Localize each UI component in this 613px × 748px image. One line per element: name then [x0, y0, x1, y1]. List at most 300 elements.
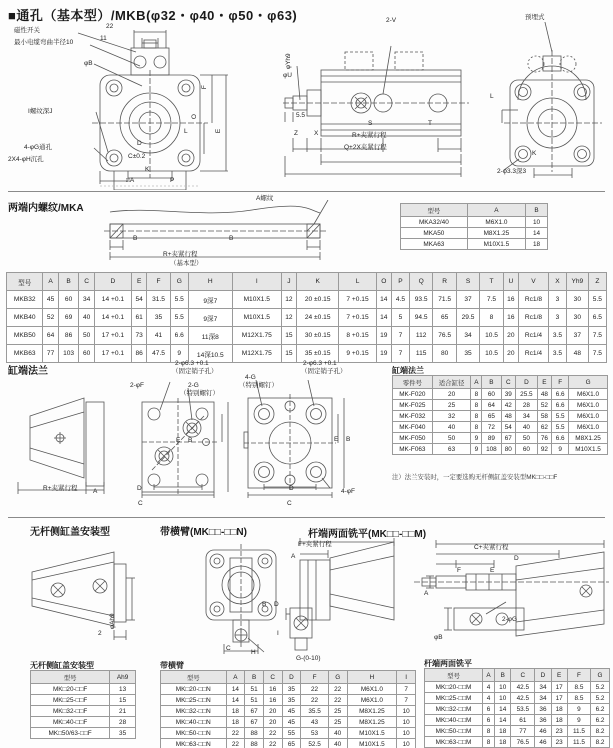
table-cell: 8 +0.15 [339, 327, 376, 345]
table-cell: 14深10.5 [188, 345, 232, 363]
column-header: B [482, 376, 501, 389]
table-cell: MK□20-□□F [31, 684, 110, 695]
table-cell: 7.5 [588, 327, 606, 345]
column-header: Z [588, 273, 606, 291]
flange-pin-note-3: 2-φ6.3 +0.1 [303, 360, 337, 367]
table-cell: 25.5 [516, 389, 538, 400]
flange-dim-stroke: R+夹紧行程 [43, 485, 78, 492]
table-cell: MKB40 [7, 309, 43, 327]
table-cell: 14 +0.1 [94, 309, 131, 327]
table-row [425, 715, 610, 726]
mka-dim-B-right: B [229, 235, 234, 242]
column-header: S [456, 273, 479, 291]
table-cell: 50 [516, 433, 538, 444]
table-cell: 61 [511, 715, 535, 726]
table-cell: 18 [226, 717, 245, 728]
milled-table-wrap [424, 668, 610, 748]
table-cell: 31.5 [147, 291, 170, 309]
column-header: U [503, 273, 518, 291]
table-cell: 14 [226, 684, 245, 695]
table-cell: 92 [537, 444, 552, 455]
table-cell: 37 [456, 291, 479, 309]
table-row [31, 706, 136, 717]
table-row [425, 704, 610, 715]
table-cell: 50 [432, 433, 471, 444]
table-cell: MK□40-□□N [161, 717, 227, 728]
flange-dim-2G: 2-G [188, 382, 199, 389]
table-cell: 48 [501, 411, 516, 422]
column-header: Q [409, 273, 432, 291]
table-cell: M8X1.25 [467, 228, 525, 239]
table-cell: 9 [471, 444, 482, 455]
table-cell: 9 [170, 345, 188, 363]
column-header: H [188, 273, 232, 291]
table-cell: 25 [432, 400, 471, 411]
mka-heading: 两端内螺纹/MKA [8, 203, 84, 214]
table-cell: 23 [551, 737, 567, 748]
flange-dim-D-right: D [289, 485, 294, 492]
table-cell: 51 [245, 695, 264, 706]
table-cell: 4 [483, 682, 495, 693]
dim-label-X: X [314, 130, 319, 137]
column-header: G [170, 273, 188, 291]
column-header: D [94, 273, 131, 291]
arm-dim-H: H [251, 649, 256, 656]
table-cell: 53 [301, 728, 329, 739]
dim-label-Z: Z [294, 130, 298, 137]
dim-label-O: O [190, 114, 198, 120]
table-cell: 42.5 [511, 693, 535, 704]
arm-dim-D: D [274, 601, 279, 608]
table-cell: 18 [226, 706, 245, 717]
column-header: B [58, 273, 79, 291]
section-divider [8, 191, 605, 192]
table-cell: 20 ±0.15 [297, 291, 339, 309]
table-row [393, 433, 608, 444]
dim-label-P: P [170, 177, 175, 184]
table-cell: 11.5 [567, 726, 590, 737]
rodless-table-title: 无杆侧缸盖安装型 [30, 661, 94, 670]
table-cell: 67 [245, 717, 264, 728]
table-cell: 52 [43, 309, 58, 327]
column-header: C [79, 273, 94, 291]
table-row [31, 728, 136, 739]
table-cell: 3.5 [548, 345, 566, 363]
dim-label-C: C±0.2 [128, 153, 146, 160]
table-cell: 10 [397, 728, 416, 739]
table-cell: 69 [58, 309, 79, 327]
column-header: G [569, 376, 608, 389]
table-cell: 72 [482, 422, 501, 433]
section-divider [8, 517, 605, 518]
table-cell: 8 [471, 422, 482, 433]
table-cell: M6X1.0 [347, 684, 397, 695]
dim-label-11: 11 [100, 35, 107, 42]
table-cell: 10.5 [480, 327, 503, 345]
table-cell: 16 [263, 684, 282, 695]
table-cell: 8.2 [591, 726, 610, 737]
table-row [161, 728, 416, 739]
column-header: A [483, 669, 495, 682]
column-header: Ah9 [110, 671, 136, 684]
table-cell: 21 [110, 706, 136, 717]
front-cable-note: 最小电缆弯曲半径10 [14, 39, 74, 46]
table-cell: 7.5 [588, 345, 606, 363]
table-row [393, 389, 608, 400]
flange-screw-note-2: （特别螺钉） [239, 382, 278, 389]
table-cell: 54 [132, 291, 147, 309]
table-cell: 14 [526, 228, 548, 239]
column-header: X [548, 273, 566, 291]
column-header: D [282, 671, 301, 684]
table-cell: 28 [110, 717, 136, 728]
dim-label-phiU: φU [283, 72, 292, 79]
table-cell: 8 [480, 309, 503, 327]
table-cell: 16 [503, 309, 518, 327]
table-cell: M10X1.5 [467, 239, 525, 250]
table-cell: 35 [110, 728, 136, 739]
table-cell: 48 [537, 389, 552, 400]
table-cell: 13 [110, 684, 136, 695]
table-cell: Rc1/4 [519, 345, 549, 363]
table-row [401, 228, 548, 239]
table-cell: 17 +0.1 [94, 327, 131, 345]
table-cell: 77 [511, 726, 535, 737]
table-cell: MK-F040 [393, 422, 433, 433]
column-header: 零件号 [393, 376, 433, 389]
column-header: F [567, 669, 590, 682]
table-cell: 35.5 [301, 706, 329, 717]
cross-arm-table [160, 670, 416, 748]
table-cell: 5.5 [170, 309, 188, 327]
arm-table-title: 带横臂 [160, 661, 184, 670]
column-header: K [297, 273, 339, 291]
column-header: P [391, 273, 409, 291]
front-thread-note: I螺纹深J [28, 108, 53, 115]
column-header: F [147, 273, 170, 291]
column-header: 适合缸径 [432, 376, 471, 389]
table-cell: 28 [516, 400, 538, 411]
table-cell: M10X1.5 [232, 291, 281, 309]
column-header: A [471, 376, 482, 389]
milled-dim-C-stroke: C+夹紧行程 [474, 544, 509, 551]
mka-thread-note: A螺纹 [256, 195, 274, 202]
table-cell: M10X1.5 [569, 444, 608, 455]
table-cell: 16 [503, 291, 518, 309]
column-header: C [511, 669, 535, 682]
table-cell: 43 [301, 717, 329, 728]
table-cell: 10 [397, 706, 416, 717]
column-header: R [433, 273, 456, 291]
rodless-dim-Ah9: φAh9 [108, 613, 116, 630]
dim-label-phiB: φB [84, 60, 93, 67]
page-title: ■通孔（基本型）/MKB(φ32・φ40・φ50・φ63) [8, 8, 298, 23]
table-cell: 64 [482, 400, 501, 411]
table-row [401, 239, 548, 250]
table-cell: 53.5 [511, 704, 535, 715]
rodless-heading: 无杆侧缸盖安装型 [30, 527, 110, 538]
table-cell: 62 [537, 422, 552, 433]
dim-label-S: S [368, 120, 373, 127]
table-cell: 18 [526, 239, 548, 250]
table-cell: 35 [282, 695, 301, 706]
table-cell: 30 [566, 309, 588, 327]
column-header: F [552, 376, 569, 389]
table-row [161, 684, 416, 695]
table-cell: 5.2 [591, 693, 610, 704]
column-header: G [591, 669, 610, 682]
table-cell: 8 [483, 726, 495, 737]
flange-dim-2phiF: 2-φF [130, 382, 144, 389]
table-cell: 6.6 [552, 389, 569, 400]
table-cell: 40 [328, 728, 347, 739]
flange-dim-4G: 4-G [245, 374, 256, 381]
table-cell: 39 [501, 389, 516, 400]
table-row [31, 717, 136, 728]
table-row [7, 291, 607, 309]
table-cell: 10 [495, 693, 511, 704]
column-header: B [245, 671, 264, 684]
table-cell: 71.5 [433, 291, 456, 309]
mka-table-wrap [400, 203, 548, 250]
table-cell: 22 [328, 684, 347, 695]
table-cell: MKB32 [7, 291, 43, 309]
column-header: 型号 [425, 669, 483, 682]
table-cell: 37 [566, 327, 588, 345]
column-header: G [328, 671, 347, 684]
table-cell: 46 [535, 737, 551, 748]
table-cell: 7 +0.15 [339, 291, 376, 309]
table-cell: 8 [471, 400, 482, 411]
table-cell: 9深7 [188, 309, 232, 327]
dim-label-E: E [214, 128, 222, 134]
milled-dim-A: A [424, 590, 429, 597]
table-cell: MKA32/40 [401, 217, 468, 228]
milled-dim-2phiG: 2-φG [502, 616, 518, 623]
table-cell: 23 [551, 726, 567, 737]
table-cell: 18 [551, 704, 567, 715]
table-cell: 9 [567, 715, 590, 726]
table-cell: 50 [79, 327, 94, 345]
column-header: B [495, 669, 511, 682]
rodless-cover-drawing [22, 538, 140, 650]
arm-dim-B: B [262, 601, 267, 608]
table-cell: 42 [501, 400, 516, 411]
table-cell: 8 [483, 737, 495, 748]
flange-heading: 缸端法兰 [8, 366, 48, 377]
flange-dim-D-mid: D [137, 485, 142, 492]
table-cell: 112 [409, 327, 432, 345]
table-cell: 67 [501, 433, 516, 444]
table-cell: 45 [43, 291, 58, 309]
table-cell: MKA50 [401, 228, 468, 239]
table-cell: 4 [483, 693, 495, 704]
table-cell: 25 [328, 717, 347, 728]
table-cell: 30 ±0.15 [297, 327, 339, 345]
table-cell: 14 [495, 715, 511, 726]
table-cell: 40 [516, 422, 538, 433]
table-cell: 52.5 [301, 739, 329, 748]
column-header: D [535, 669, 551, 682]
flange-dim-E-right: E [334, 436, 339, 443]
column-header: O [376, 273, 391, 291]
table-cell: Rc1/4 [519, 327, 549, 345]
table-cell: 3.5 [548, 327, 566, 345]
column-header: 型号 [31, 671, 110, 684]
flange-dim-A: A [93, 488, 98, 495]
table-cell: 35 [456, 345, 479, 363]
table-cell: 6.2 [591, 715, 610, 726]
table-cell: 9 [552, 444, 569, 455]
column-header: F [301, 671, 329, 684]
table-cell: 67 [245, 706, 264, 717]
table-cell: M6X1.0 [467, 217, 525, 228]
table-cell: 45 [282, 706, 301, 717]
column-header: 型号 [401, 204, 468, 217]
table-cell: MK-F020 [393, 389, 433, 400]
table-cell: 10 [397, 739, 416, 748]
milled-table-title: 杆端两面铣平 [424, 659, 472, 668]
table-cell: 34 [535, 682, 551, 693]
table-cell: 8 [471, 411, 482, 422]
table-cell: 103 [58, 345, 79, 363]
table-cell: 58 [537, 411, 552, 422]
table-cell: M12X1.75 [232, 327, 281, 345]
table-cell: 8 [471, 389, 482, 400]
table-cell: 55 [282, 728, 301, 739]
table-cell: 22 [263, 728, 282, 739]
milled-dim-F: F [457, 567, 461, 574]
table-cell: 80 [501, 444, 516, 455]
column-header: I [232, 273, 281, 291]
table-cell: 6.2 [591, 704, 610, 715]
table-cell: 18 [495, 726, 511, 737]
table-cell: 88 [245, 739, 264, 748]
table-cell: 86 [58, 327, 79, 345]
column-header: I [397, 671, 416, 684]
table-cell: M6X1.0 [347, 695, 397, 706]
table-cell: 24 ±0.15 [297, 309, 339, 327]
table-row [425, 693, 610, 704]
table-cell: 52 [537, 400, 552, 411]
table-cell: 60 [516, 444, 538, 455]
dim-label-phiYh9: φYh9 [284, 53, 292, 70]
table-row [7, 327, 607, 345]
table-cell: 65 [433, 309, 456, 327]
column-header: L [339, 273, 376, 291]
table-cell: 88 [245, 728, 264, 739]
table-cell: 29.5 [456, 309, 479, 327]
milled-dim-E: E [490, 567, 495, 574]
table-cell: 20 [263, 706, 282, 717]
table-cell: MK□20-□□N [161, 684, 227, 695]
table-cell: 60 [79, 345, 94, 363]
table-row [401, 217, 548, 228]
dim-label-A: □A [126, 177, 135, 184]
table-cell: M8X1.25 [569, 433, 608, 444]
table-cell: 73 [132, 327, 147, 345]
column-header: A [43, 273, 58, 291]
column-header: B [526, 204, 548, 217]
table-cell: 12 [281, 291, 296, 309]
flange-side-drawing [12, 386, 124, 500]
table-cell: 15 [281, 345, 296, 363]
flange-table [392, 375, 608, 455]
arm-dim-F-stroke: F+夹紧行程 [298, 541, 332, 548]
table-cell: 22 [226, 728, 245, 739]
table-cell: 77 [43, 345, 58, 363]
table-cell: 115 [409, 345, 432, 363]
table-cell: 80 [433, 345, 456, 363]
table-cell: 7 [397, 684, 416, 695]
table-cell: 35 ±0.15 [297, 345, 339, 363]
rear-type-note: 预埋式 [525, 14, 545, 21]
table-cell: MK□40-□□M [425, 715, 483, 726]
rodless-table-wrap [30, 670, 136, 739]
table-row [161, 739, 416, 748]
flange-pin-note-4: （固定销子孔） [301, 368, 347, 375]
table-cell: MK-F050 [393, 433, 433, 444]
dim-label-D: D [137, 140, 142, 147]
table-cell: M6X1.0 [569, 400, 608, 411]
table-cell: MKB63 [7, 345, 43, 363]
table-cell: 108 [482, 444, 501, 455]
table-cell: MK□32-□□M [425, 704, 483, 715]
column-header: V [519, 273, 549, 291]
table-cell: M6X1.0 [569, 411, 608, 422]
table-cell: 94.5 [409, 309, 432, 327]
table-cell: M8X1.25 [347, 706, 397, 717]
milled-dim-phiB: φB [434, 634, 443, 641]
dim-label-rear-K: K [532, 150, 537, 157]
flange-dim-C-right: C [287, 500, 292, 507]
table-cell: 41 [147, 327, 170, 345]
table-cell: 5.2 [591, 682, 610, 693]
table-cell: 17 +0.1 [94, 345, 131, 363]
table-cell: MK□25-□□F [31, 695, 110, 706]
table-cell: 10.5 [480, 345, 503, 363]
mka-base-note: （基本型） [170, 260, 203, 267]
table-row [31, 684, 136, 695]
table-cell: MK□20-□□M [425, 682, 483, 693]
dim-label-R-stroke: R+夹紧行程 [352, 132, 387, 139]
table-cell: 17 [551, 693, 567, 704]
arm-dim-I: I [277, 630, 279, 637]
table-cell: 5 [391, 309, 409, 327]
column-header: H [347, 671, 397, 684]
table-cell: 11深8 [188, 327, 232, 345]
table-row [161, 695, 416, 706]
table-cell: 18 [551, 715, 567, 726]
table-cell: 5.5 [170, 291, 188, 309]
table-cell: 3 [548, 291, 566, 309]
dim-label-T: T [428, 120, 432, 127]
table-cell: 76.5 [511, 737, 535, 748]
table-cell: 12 [281, 309, 296, 327]
table-cell: 8.5 [567, 682, 590, 693]
table-row [425, 737, 610, 748]
table-cell: 40 [432, 422, 471, 433]
table-cell: 20 [263, 717, 282, 728]
table-cell: 36 [535, 704, 551, 715]
table-cell: MKA63 [401, 239, 468, 250]
dim-label-2V: 2-V [386, 17, 397, 24]
table-row [393, 444, 608, 455]
flange-table-title: 缸端法兰 [392, 366, 424, 375]
mka-drawing [92, 200, 344, 266]
dim-label-22: 22 [106, 23, 114, 30]
table-cell: M12X1.75 [232, 345, 281, 363]
